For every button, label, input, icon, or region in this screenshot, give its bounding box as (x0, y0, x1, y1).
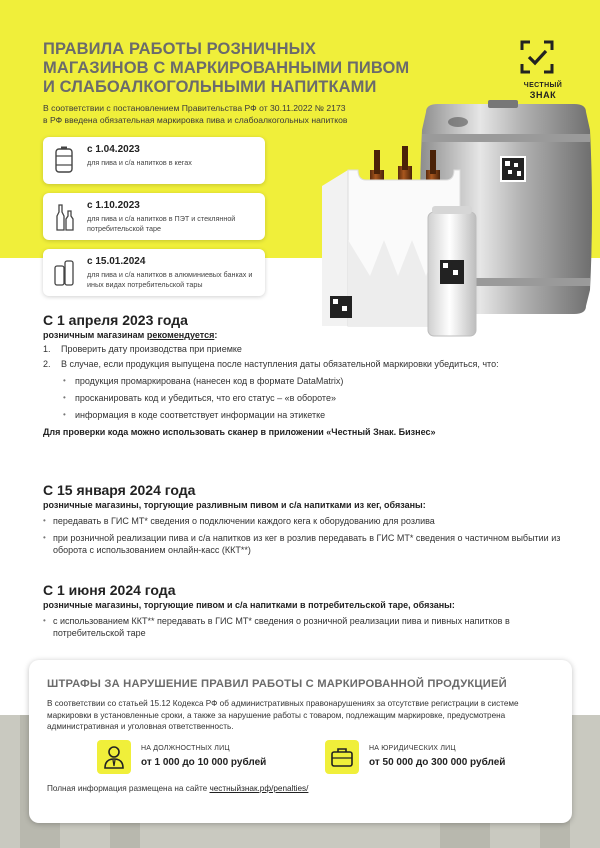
numbered-item (43, 343, 563, 355)
page-title: ПРАВИЛА РАБОТЫ РОЗНИЧНЫХ МАГАЗИНОВ С МАРКИРОВАННЫМИ ПИВОМ И СЛАБОАЛКОГОЛЬНЫМИ НАПИТКАМИ (43, 40, 410, 96)
keg-icon (53, 146, 75, 175)
sub-list-item: • информация в коде соответствует информации на этикетке (43, 409, 563, 421)
lead-suffix: : (214, 330, 218, 340)
item-text: В случае, если продукция выпущена после наступления даты обязательной маркировки убедиться, что: (61, 359, 499, 369)
section-june-2024 (43, 582, 563, 639)
date-card-kegs (43, 137, 265, 184)
section-heading: С 1 апреля 2023 года (43, 312, 188, 328)
subtitle-line-1: В соответствии с постановлением Правительства РФ от 30.11.2022 № 2173 (43, 103, 346, 113)
bullet-item: • с использованием ККТ** передавать в ГИС МТ* сведения о розничной реализации пива и пивных напитков в потребительской таре (43, 615, 563, 639)
fine-legal-entities (325, 740, 565, 776)
fines-text: В соответствии со статьей 15.12 Кодекса РФ об административных правонарушениях за отсутствие регистрации в системе маркировки в установленные сроки, а также за нарушение работы с товаром, подлежащим маркировке, предусмотрена административная и уголовная ответственность. (47, 699, 519, 731)
lead-emphasis: рекомендуется (146, 330, 215, 340)
date-description: для пива и с/а напитков в алюминиевых банках и иных видах потребительской тары (87, 270, 253, 289)
date-description: для пива и с/а напитков в кегах (87, 158, 192, 167)
fines-panel (29, 660, 572, 823)
sub-list-item: • продукция промаркирована (нанесен код в формате DataMatrix) (43, 375, 563, 387)
subtitle-line-2: в РФ введена обязательная маркировка пива и слабоалкогольных напитков (43, 115, 348, 125)
date-label: с 1.10.2023 (87, 200, 140, 211)
footer-prefix: Полная информация размещена на сайте (47, 784, 210, 793)
section-january-2024 (43, 482, 563, 556)
scanner-note: Для проверки кода можно использовать сканер в приложении «Честный Знак. Бизнес» (43, 427, 436, 437)
date-description: для пива и с/а напитков в ПЭТ и стеклянной потребительской таре (87, 214, 236, 233)
section-lead (43, 330, 563, 340)
numbered-item (43, 358, 563, 370)
bullet-item: • передавать в ГИС МТ* сведения о подключении каждого кега к оборудованию для розлива (43, 515, 563, 527)
chestny-znak-logo (520, 40, 566, 104)
fine-label: НА ДОЛЖНОСТНЫХ ЛИЦ (141, 745, 230, 752)
fine-amount: от 50 000 до 300 000 рублей (369, 757, 506, 768)
lead-prefix: розничным магазинам (43, 330, 147, 340)
fine-amount: от 1 000 до 10 000 рублей (141, 757, 267, 768)
item-number: 2. (43, 359, 51, 369)
item-text: Проверить дату производства при приемке (61, 344, 242, 354)
section-heading: С 15 января 2024 года (43, 482, 196, 498)
logo-text-line-2: ЗНАК (529, 90, 557, 100)
fine-officials (97, 740, 337, 776)
fines-footer (47, 784, 308, 793)
logo-check-icon (520, 40, 554, 74)
section-april-2023 (43, 312, 563, 437)
products-illustration (318, 100, 600, 340)
bottles-icon (53, 202, 75, 231)
official-person-icon (97, 740, 131, 774)
keg-datamatrix-code (500, 156, 526, 182)
section-lead: розничные магазины, торгующие разливным пивом и с/а напитками из кег, обязаны: (43, 500, 426, 510)
briefcase-icon (325, 740, 359, 774)
cans-icon (53, 258, 75, 287)
penalties-link[interactable]: честныйзнак.рф/penalties/ (209, 784, 309, 793)
section-lead: розничные магазины, торгующие пивом и с/а напитками в потребительской таре, обязаны: (43, 600, 455, 610)
fine-label: НА ЮРИДИЧЕСКИХ ЛИЦ (369, 745, 456, 752)
date-label: с 15.01.2024 (87, 256, 146, 267)
item-number: 1. (43, 344, 51, 354)
date-card-cans (43, 249, 265, 296)
logo-text-line-1: ЧЕСТНЫЙ (523, 82, 563, 89)
fines-title: ШТРАФЫ ЗА НАРУШЕНИЕ ПРАВИЛ РАБОТЫ С МАРКИРОВАННОЙ ПРОДУКЦИЕЙ (47, 678, 507, 690)
date-label: с 1.04.2023 (87, 144, 140, 155)
sub-list-item: • просканировать код и убедиться, что его статус – «в обороте» (43, 392, 563, 404)
section-heading: С 1 июня 2024 года (43, 582, 176, 598)
date-card-bottles (43, 193, 265, 240)
bullet-item: • при розничной реализации пива и с/а напитков из кег в розлив передавать в ГИС МТ* сведения о частичном выбытии из оборота с использованием онлайн-касс (ККТ**) (43, 532, 563, 556)
